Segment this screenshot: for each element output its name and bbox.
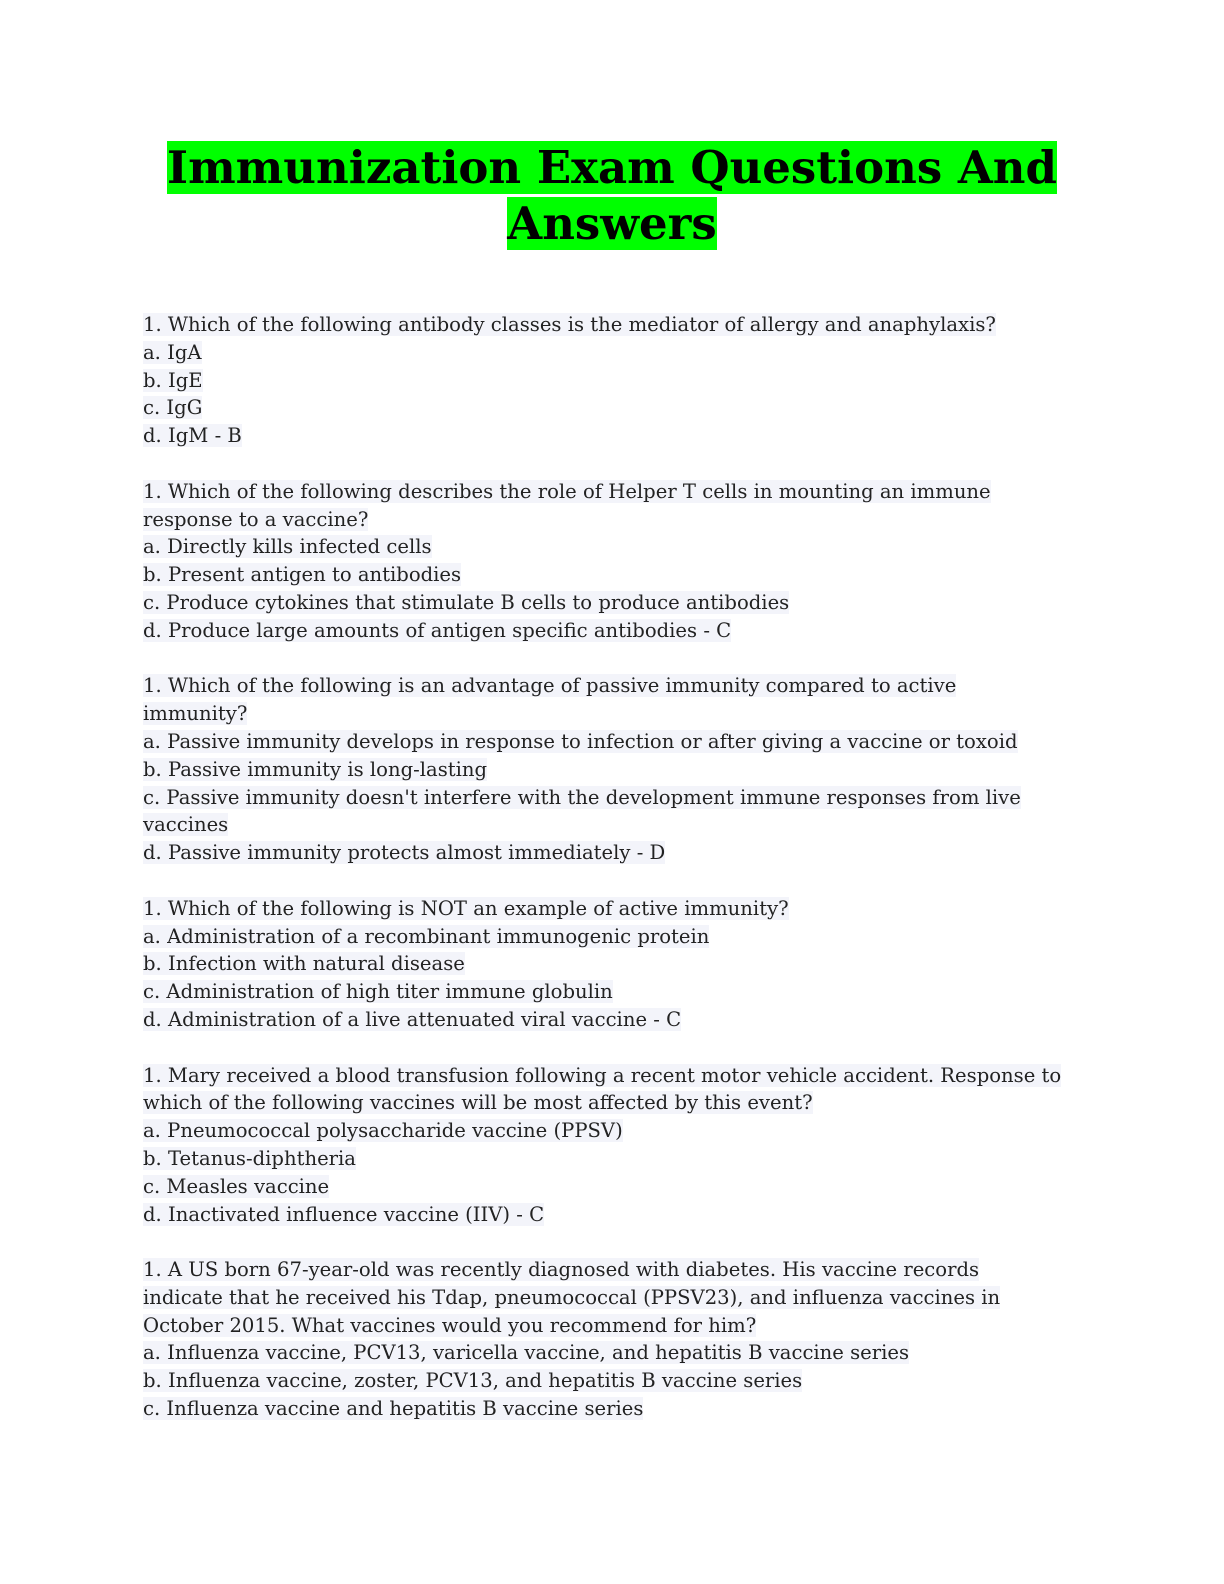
title-line-1: Immunization Exam Questions And — [167, 141, 1057, 194]
line-text: c. IgG — [143, 396, 203, 420]
question-line — [143, 728, 1083, 756]
document-title — [140, 140, 1084, 252]
line-text: c. Passive immunity doesn't interfere with the development immune responses from live — [143, 785, 1021, 809]
question-text-line — [143, 672, 1083, 700]
question-line — [143, 978, 1083, 1006]
question-line — [143, 950, 1083, 978]
question-line — [143, 533, 1083, 561]
line-text: 1. Which of the following antibody classes is the mediator of allergy and anaphylaxis? — [143, 313, 996, 336]
line-text: d. Administration of a live attenuated viral vaccine - C — [143, 1007, 682, 1031]
line-text: b. Influenza vaccine, zoster, PCV13, and hepatitis B vaccine series — [143, 1369, 803, 1393]
line-text: b. IgE — [143, 368, 203, 392]
question-line — [143, 756, 1083, 784]
title-line-2: Answers — [507, 197, 717, 250]
line-text: d. Passive immunity protects almost immediately - D — [143, 841, 666, 865]
line-text: 1. Mary received a blood transfusion following a recent motor vehicle accident. Response to — [143, 1063, 1062, 1087]
question-line — [143, 506, 1083, 534]
line-text: 1. A US born 67-year-old was recently diagnosed with diabetes. His vaccine records — [143, 1258, 980, 1282]
line-text: d. Inactivated influence vaccine (IIV) - C — [143, 1202, 545, 1226]
question-list — [143, 311, 1083, 1451]
question-line — [143, 1117, 1083, 1145]
line-text: October 2015. What vaccines would you recommend for him? — [143, 1313, 757, 1337]
line-text: b. Passive immunity is long-lasting — [143, 757, 488, 781]
question-line — [143, 339, 1083, 367]
question-line — [143, 1312, 1083, 1340]
question-block — [143, 478, 1083, 645]
question-text-line — [143, 895, 1083, 923]
line-text: c. Produce cytokines that stimulate B cells to produce antibodies — [143, 590, 790, 614]
line-text: d. Produce large amounts of antigen specific antibodies - C — [143, 618, 732, 642]
line-text: 1. Which of the following is NOT an example of active immunity? — [143, 896, 789, 920]
question-block — [143, 672, 1083, 867]
line-text: which of the following vaccines will be most affected by this event? — [143, 1091, 813, 1115]
question-line — [143, 394, 1083, 422]
question-line — [143, 1006, 1083, 1034]
line-text: a. Directly kills infected cells — [143, 535, 432, 559]
question-line — [143, 561, 1083, 589]
line-text: a. Pneumococcal polysaccharide vaccine (PPSV) — [143, 1119, 623, 1143]
question-line — [143, 1173, 1083, 1201]
question-line — [143, 1145, 1083, 1173]
question-line — [143, 617, 1083, 645]
question-line — [143, 422, 1083, 450]
question-text-line — [143, 478, 1083, 506]
question-block — [143, 311, 1083, 450]
line-text: b. Tetanus-diphtheria — [143, 1146, 356, 1170]
question-block — [143, 895, 1083, 1034]
question-line — [143, 1367, 1083, 1395]
question-line — [143, 784, 1083, 812]
question-line — [143, 839, 1083, 867]
line-text: a. Influenza vaccine, PCV13, varicella vaccine, and hepatitis B vaccine series — [143, 1341, 910, 1365]
question-line — [143, 700, 1083, 728]
question-text-line — [143, 1062, 1083, 1090]
line-text: a. Passive immunity develops in response to infection or after giving a vaccine or toxoid — [143, 729, 1018, 753]
line-text: c. Influenza vaccine and hepatitis B vaccine series — [143, 1397, 644, 1421]
line-text: a. Administration of a recombinant immunogenic protein — [143, 924, 710, 948]
line-text: 1. Which of the following describes the role of Helper T cells in mounting an immune — [143, 479, 991, 503]
question-line — [143, 1395, 1083, 1423]
question-block — [143, 1256, 1083, 1423]
line-text: immunity? — [143, 702, 248, 726]
line-text: d. IgM - B — [143, 424, 242, 448]
question-block — [143, 1062, 1083, 1229]
question-line — [143, 1089, 1083, 1117]
line-text: a. IgA — [143, 340, 202, 364]
line-text: response to a vaccine? — [143, 507, 369, 531]
question-line — [143, 1201, 1083, 1229]
question-line — [143, 923, 1083, 951]
question-line — [143, 1339, 1083, 1367]
line-text: indicate that he received his Tdap, pneumococcal (PPSV23), and influenza vaccines in — [143, 1285, 1001, 1309]
question-line — [143, 1284, 1083, 1312]
line-text: 1. Which of the following is an advantage of passive immunity compared to active — [143, 674, 957, 698]
line-text: c. Measles vaccine — [143, 1174, 330, 1198]
line-text: b. Present antigen to antibodies — [143, 563, 462, 587]
line-text: vaccines — [143, 813, 229, 837]
question-line — [143, 589, 1083, 617]
question-line — [143, 811, 1083, 839]
question-line — [143, 367, 1083, 395]
question-text-line — [143, 311, 1083, 339]
line-text: c. Administration of high titer immune globulin — [143, 980, 613, 1004]
line-text: b. Infection with natural disease — [143, 952, 465, 976]
question-text-line — [143, 1256, 1083, 1284]
